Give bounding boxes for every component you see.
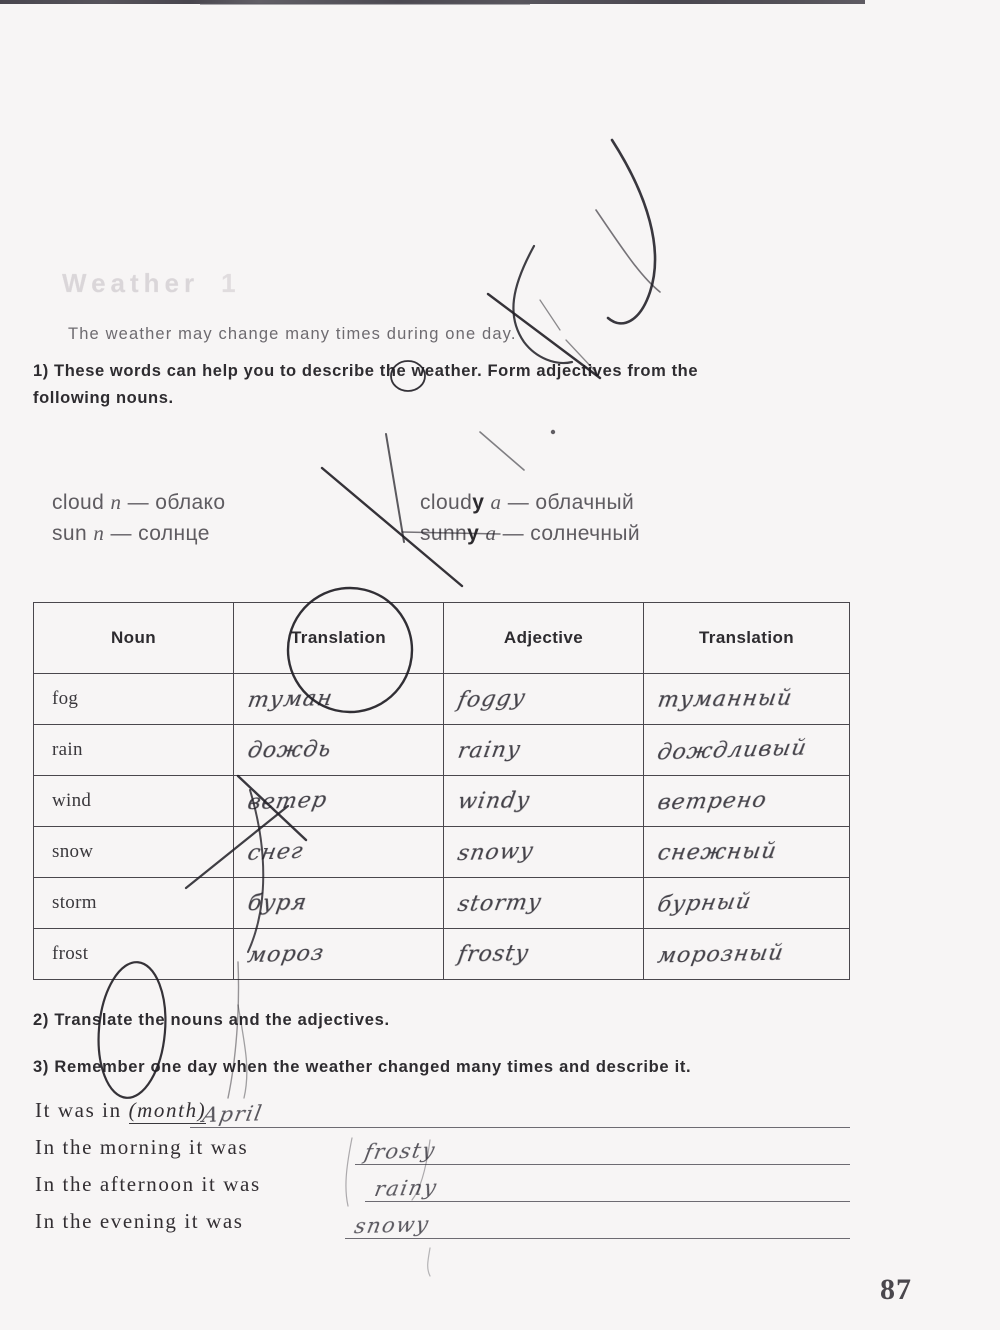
vocab-adj-pos: a: [485, 521, 497, 546]
cell-noun-translation[interactable]: [234, 725, 444, 776]
table-header-row: [34, 603, 850, 674]
cell-noun-translation[interactable]: [234, 827, 444, 878]
vocab-dash: —: [507, 491, 530, 514]
vocab-adj-stem: cloud: [420, 491, 473, 514]
handwritten-answer: туманный: [655, 685, 795, 713]
fill-in-row: [35, 1098, 850, 1135]
vocab-adj-stem: sunn: [420, 522, 468, 546]
fill-in-prompt-text: In the afternoon it was: [35, 1172, 261, 1196]
cell-noun: storm: [34, 878, 234, 929]
fill-in-row: [35, 1172, 850, 1209]
column-header-noun: Noun: [34, 603, 234, 674]
answer-rule: [355, 1164, 850, 1165]
handwritten-answer: морозный: [655, 939, 786, 968]
handwritten-answer: буря: [245, 889, 309, 916]
handwritten-answer: снег: [245, 838, 306, 866]
vocab-noun-pos: n: [110, 490, 122, 514]
answer-rule: [345, 1238, 850, 1239]
fill-in-prompt-text: In the morning it was: [35, 1135, 249, 1159]
task-1-line-1: 1) These words can help you to describe the weather. Form adjectives from the: [33, 362, 699, 380]
cell-noun-translation[interactable]: [234, 878, 444, 929]
handwritten-answer: дождливый: [655, 734, 809, 765]
vocabulary-adjective-entry: [420, 518, 640, 549]
cell-adjective-translation[interactable]: [644, 776, 850, 827]
vocabulary-row: [52, 487, 640, 518]
task-3-instruction: 3) Remember one day when the weather changed many times and describe it.: [33, 1058, 692, 1076]
table-row: [34, 674, 850, 725]
fill-in-prompt-italic: (month): [128, 1098, 207, 1122]
fill-in-prompt: [35, 1209, 244, 1234]
cell-adjective-translation[interactable]: [644, 725, 850, 776]
cell-noun: rain: [34, 725, 234, 776]
fill-in-prompt-text: In the evening it was: [35, 1209, 244, 1233]
pen-ellipse-tasks: [93, 959, 171, 1100]
vocab-noun-en: sun: [52, 522, 88, 546]
table-row: [34, 776, 850, 827]
pen-arc-mid: [513, 246, 572, 363]
handwritten-answer: snowy: [455, 838, 536, 866]
pen-diagonal-short-upper: [540, 300, 560, 330]
handwritten-answer: туман: [245, 685, 335, 713]
vocab-noun-pos: n: [93, 521, 105, 546]
cell-adjective-translation[interactable]: [644, 929, 850, 980]
cell-adjective-translation[interactable]: [644, 827, 850, 878]
handwritten-answer: мороз: [245, 940, 327, 968]
handwritten-answer[interactable]: rainy: [372, 1175, 440, 1201]
table-row: [34, 878, 850, 929]
weather-words-table: [33, 602, 850, 980]
vocab-adj-pos: a: [490, 490, 502, 514]
table-row: [34, 827, 850, 878]
pen-diagonal-vocab-c: [480, 432, 524, 470]
lesson-header-title: Weather: [62, 268, 200, 298]
pen-stroke-top-right-short: [596, 210, 660, 292]
cell-adjective-translation[interactable]: [644, 674, 850, 725]
answer-rule: [190, 1127, 850, 1128]
lesson-header-number: 1: [221, 268, 241, 298]
vocabulary-adjective-entry: [420, 487, 634, 518]
vocab-dash: —: [127, 491, 150, 514]
fill-in-prompt-text: It was in: [35, 1098, 129, 1122]
cell-adjective[interactable]: [444, 827, 644, 878]
vocab-noun-ru: облако: [155, 491, 226, 514]
handwritten-answer: снежный: [655, 838, 779, 866]
pen-descender-evening: [428, 1248, 430, 1276]
ink-dot: [551, 430, 555, 434]
handwritten-answer[interactable]: snowy: [352, 1211, 432, 1239]
cell-adjective-translation[interactable]: [644, 878, 850, 929]
handwritten-answer: ветер: [245, 786, 330, 815]
handwritten-answer[interactable]: April: [200, 1101, 265, 1127]
vocabulary-block: [52, 487, 640, 550]
vocab-adj-suffix: y: [472, 491, 485, 514]
pen-arc-top-right: [608, 140, 655, 323]
page-number: 87: [880, 1273, 912, 1306]
pen-vertical-faint-stroke: [228, 962, 239, 1098]
vocab-dash: —: [502, 522, 525, 546]
fill-in-prompt: [35, 1135, 248, 1160]
fill-in-prompt: [35, 1098, 206, 1123]
cell-adjective[interactable]: [444, 674, 644, 725]
column-header-noun-translation: Translation: [234, 603, 444, 674]
handwritten-answer[interactable]: frosty: [362, 1138, 438, 1164]
cell-noun: wind: [34, 776, 234, 827]
handwritten-answer: дождь: [245, 736, 334, 764]
column-header-adjective-translation: Translation: [644, 603, 850, 674]
cell-noun-translation[interactable]: [234, 674, 444, 725]
fill-in-the-blank-section: [35, 1098, 850, 1246]
vocab-dash: —: [110, 522, 132, 546]
vocab-adj-ru: солнечный: [530, 522, 641, 546]
vocabulary-row: [52, 518, 640, 549]
handwritten-answer: windy: [455, 787, 532, 814]
cell-noun-translation[interactable]: [234, 929, 444, 980]
vocab-noun-en: cloud: [52, 491, 105, 514]
fill-in-row: [35, 1209, 850, 1246]
handwritten-answer: rainy: [455, 736, 523, 764]
cell-adjective[interactable]: [444, 929, 644, 980]
cell-noun: snow: [34, 827, 234, 878]
vocab-noun-ru: солнце: [138, 522, 210, 546]
handwritten-answer: ветрено: [655, 787, 769, 815]
scanner-edge-top-secondary: [200, 3, 530, 5]
cell-noun-translation[interactable]: [234, 776, 444, 827]
column-header-adjective: Adjective: [444, 603, 644, 674]
task-2-instruction: 2) Translate the nouns and the adjectives.: [33, 1011, 390, 1029]
answer-rule: [365, 1201, 850, 1202]
handwritten-answer: frosty: [455, 940, 531, 967]
vocabulary-noun-entry: [52, 518, 420, 549]
vocab-adj-ru: облачный: [535, 491, 635, 514]
handwritten-answer: бурный: [655, 888, 754, 918]
intro-sentence: The weather may change many times during one day.: [68, 325, 517, 343]
cell-adjective[interactable]: [444, 776, 644, 827]
handwritten-answer: foggy: [455, 684, 528, 713]
table-row: [34, 725, 850, 776]
cell-adjective[interactable]: [444, 725, 644, 776]
handwritten-answer: stormy: [455, 889, 544, 917]
task-1-line-2: following nouns.: [33, 388, 174, 407]
vocabulary-noun-entry: [52, 487, 420, 518]
table-row: [34, 929, 850, 980]
cell-noun: fog: [34, 674, 234, 725]
cell-adjective[interactable]: [444, 878, 644, 929]
lesson-header: [62, 268, 241, 299]
task-1-instruction: [33, 358, 850, 411]
vocab-adj-suffix: y: [467, 522, 480, 546]
fill-in-prompt: [35, 1172, 261, 1197]
fill-in-row: [35, 1135, 850, 1172]
cell-noun: frost: [34, 929, 234, 980]
